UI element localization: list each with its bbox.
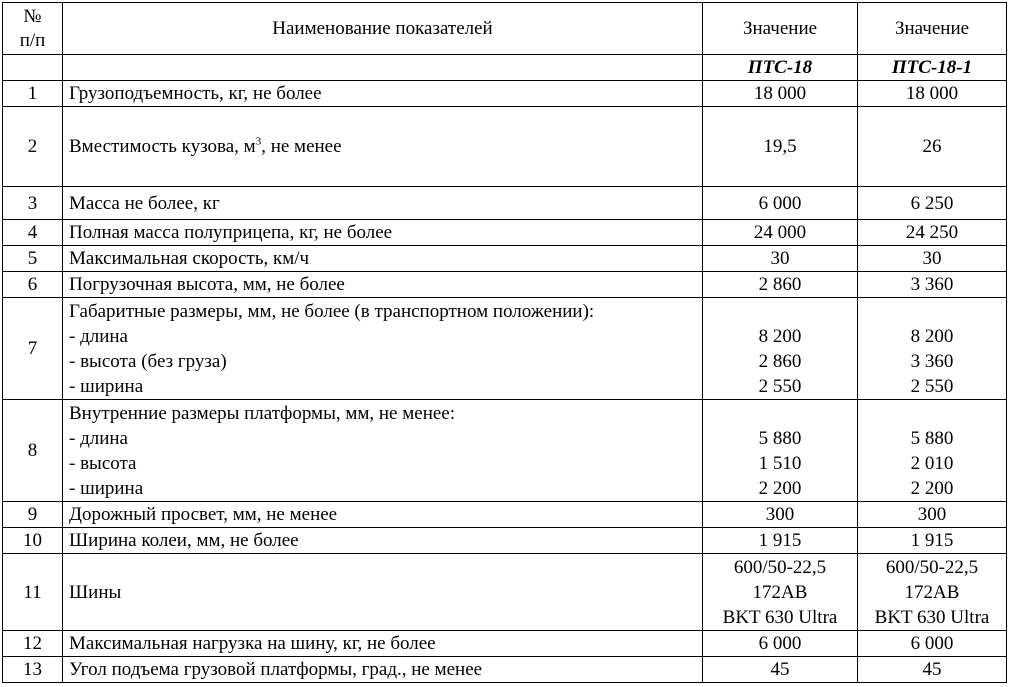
row-value-1: 30 xyxy=(703,246,858,272)
header-value-1: Значение xyxy=(703,3,858,55)
header-row xyxy=(3,3,1007,55)
row-name: Грузоподъемность, кг, не более xyxy=(63,81,703,107)
row-value-2 xyxy=(858,298,1007,400)
row-value-2: 26 xyxy=(858,107,1007,187)
row-value-2: 300 xyxy=(858,502,1007,528)
row-name xyxy=(63,400,703,502)
row-number: 3 xyxy=(3,187,63,220)
row-number: 1 xyxy=(3,81,63,107)
row-number: 10 xyxy=(3,528,63,554)
row-value-line: 2 550 xyxy=(758,375,802,397)
row-value-2 xyxy=(858,400,1007,502)
table-row xyxy=(3,220,1007,246)
table-row xyxy=(3,187,1007,220)
row-number: 6 xyxy=(3,272,63,298)
table-row xyxy=(3,528,1007,554)
row-value-line: 600/50-22,5 xyxy=(885,556,979,578)
row-name-line: - высота xyxy=(69,452,137,474)
header-number xyxy=(3,3,63,55)
row-name: Полная масса полуприцепа, кг, не более xyxy=(63,220,703,246)
row-number: 5 xyxy=(3,246,63,272)
row-value-1: 45 xyxy=(703,657,858,683)
row-value-2: 1 915 xyxy=(858,528,1007,554)
row-value-2: 3 360 xyxy=(858,272,1007,298)
header-value-2: Значение xyxy=(858,3,1007,55)
row-value-line: 5 880 xyxy=(910,427,954,449)
row-number: 11 xyxy=(3,554,63,631)
row-name-superscript: 3 xyxy=(255,135,262,148)
table-row xyxy=(3,272,1007,298)
row-name xyxy=(63,298,703,400)
model-name-1: ПТС-18 xyxy=(703,55,858,81)
table-row xyxy=(3,298,1007,400)
row-name: Дорожный просвет, мм, не менее xyxy=(63,502,703,528)
row-value-2: 18 000 xyxy=(858,81,1007,107)
table-row xyxy=(3,246,1007,272)
row-value-1: 6 000 xyxy=(703,631,858,657)
row-value-1: 6 000 xyxy=(703,187,858,220)
row-value-1: 18 000 xyxy=(703,81,858,107)
row-value-1: 300 xyxy=(703,502,858,528)
row-name: Максимальная нагрузка на шину, кг, не более xyxy=(63,631,703,657)
row-name-line: - ширина xyxy=(69,477,144,499)
row-name-suffix: , не менее xyxy=(261,136,342,157)
row-name-line: Габаритные размеры, мм, не более (в транспортном положении): xyxy=(69,300,595,322)
model-row xyxy=(3,55,1007,81)
row-value-line: 8 200 xyxy=(758,325,802,347)
row-name xyxy=(63,107,703,187)
model-row-empty-name xyxy=(63,55,703,81)
row-value-line: 1 510 xyxy=(758,452,802,474)
row-number: 4 xyxy=(3,220,63,246)
row-value-2 xyxy=(858,554,1007,631)
row-value-2: 6 000 xyxy=(858,631,1007,657)
header-number-line2: п/п xyxy=(19,29,46,51)
row-number: 13 xyxy=(3,657,63,683)
row-name-text: Вместимость кузова, м xyxy=(69,136,256,157)
table-row xyxy=(3,554,1007,631)
row-value-line: 2 010 xyxy=(910,452,954,474)
table-row xyxy=(3,400,1007,502)
row-value-1: 24 000 xyxy=(703,220,858,246)
row-name-line: - длина xyxy=(69,325,128,347)
row-value-line: BKT 630 Ultra xyxy=(722,606,838,628)
row-number: 8 xyxy=(3,400,63,502)
table-row xyxy=(3,631,1007,657)
row-value-2: 30 xyxy=(858,246,1007,272)
row-name: Ширина колеи, мм, не более xyxy=(63,528,703,554)
row-value-line: 2 200 xyxy=(910,477,954,499)
row-value-1 xyxy=(703,554,858,631)
specs-table xyxy=(2,2,1007,683)
header-name: Наименование показателей xyxy=(63,3,703,55)
row-number: 7 xyxy=(3,298,63,400)
row-number: 2 xyxy=(3,107,63,187)
header-number-line1: № xyxy=(23,5,42,27)
row-value-1 xyxy=(703,400,858,502)
row-value-1: 2 860 xyxy=(703,272,858,298)
row-name-line: - высота (без груза) xyxy=(69,350,227,372)
row-name-line: - ширина xyxy=(69,375,144,397)
row-name: Шины xyxy=(63,554,703,631)
row-name: Максимальная скорость, км/ч xyxy=(63,246,703,272)
row-value-line: 172AB xyxy=(752,581,808,603)
row-value-line: 3 360 xyxy=(910,350,954,372)
row-value-line: 8 200 xyxy=(910,325,954,347)
table-row xyxy=(3,81,1007,107)
row-value-2: 45 xyxy=(858,657,1007,683)
row-number: 9 xyxy=(3,502,63,528)
row-name-line: Внутренние размеры платформы, мм, не менее: xyxy=(69,402,456,424)
row-name: Угол подъема грузовой платформы, град., не менее xyxy=(63,657,703,683)
row-value-1 xyxy=(703,298,858,400)
row-value-line: 5 880 xyxy=(758,427,802,449)
row-number: 12 xyxy=(3,631,63,657)
model-name-2: ПТС-18-1 xyxy=(858,55,1007,81)
row-value-line: 2 860 xyxy=(758,350,802,372)
model-row-empty-num xyxy=(3,55,63,81)
row-value-1: 19,5 xyxy=(703,107,858,187)
row-name: Погрузочная высота, мм, не более xyxy=(63,272,703,298)
row-name-line: - длина xyxy=(69,427,128,449)
row-value-line: 2 200 xyxy=(758,477,802,499)
row-value-line: 600/50-22,5 xyxy=(733,556,827,578)
row-value-line: 172AB xyxy=(904,581,960,603)
row-value-line: 2 550 xyxy=(910,375,954,397)
row-value-line: BKT 630 Ultra xyxy=(874,606,990,628)
table-row xyxy=(3,502,1007,528)
row-name: Масса не более, кг xyxy=(63,187,703,220)
row-value-1: 1 915 xyxy=(703,528,858,554)
table-row xyxy=(3,657,1007,683)
row-value-2: 24 250 xyxy=(858,220,1007,246)
row-value-2: 6 250 xyxy=(858,187,1007,220)
table-row xyxy=(3,107,1007,187)
